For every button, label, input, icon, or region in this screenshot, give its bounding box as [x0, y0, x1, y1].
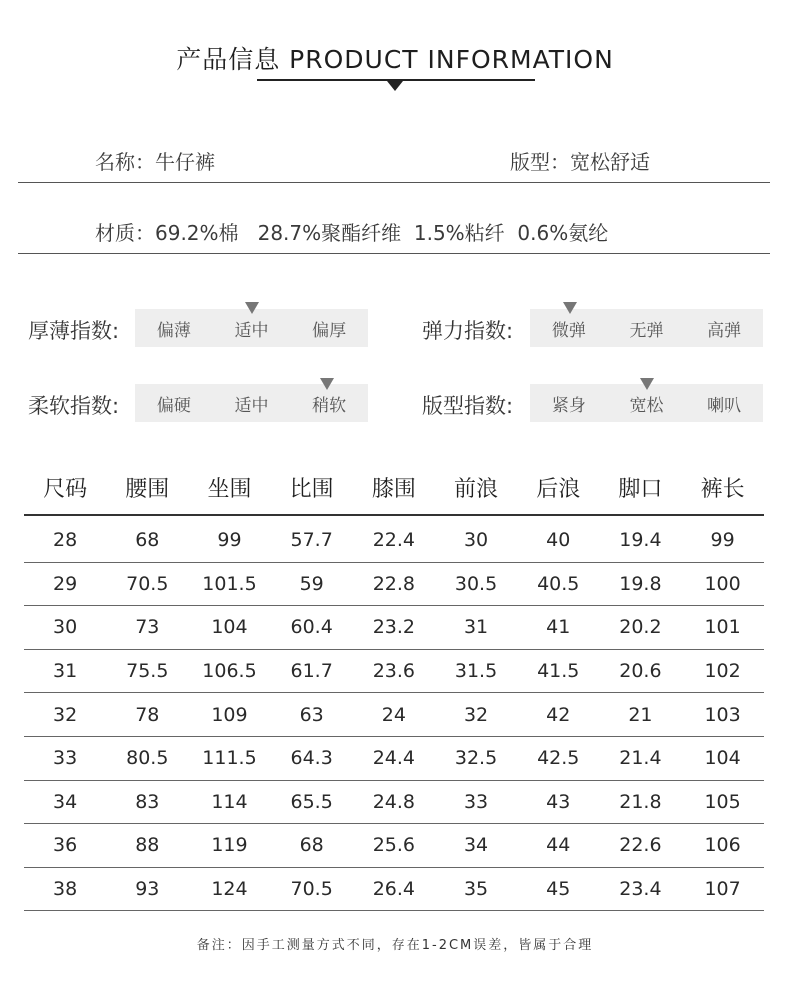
table-cell: 114: [211, 790, 248, 813]
table-cell: 30.5: [454, 572, 498, 595]
table-cell: 34: [463, 834, 489, 857]
title-pointer-icon: [387, 81, 403, 91]
softness-marker-icon: [320, 378, 334, 390]
table-cell: 124: [211, 878, 248, 901]
table-cell: 107: [704, 878, 741, 901]
table-cell: 31.5: [454, 660, 498, 683]
table-cell: 32.5: [454, 747, 498, 770]
scale-option: 偏薄: [156, 320, 191, 341]
product-fit: 版型：宽松舒适: [510, 150, 650, 174]
table-cell: 99: [217, 529, 242, 552]
column-header: 比围: [289, 477, 334, 502]
table-cell: 70.5: [126, 572, 169, 595]
table-cell: 68: [135, 529, 160, 552]
table-cell: 103: [704, 703, 741, 726]
table-cell: 42.5: [537, 747, 580, 770]
table-cell: 101: [704, 616, 741, 639]
table-cell: 64.3: [290, 747, 333, 770]
size-table-header: [24, 472, 764, 503]
scale-option: 宽松: [629, 395, 664, 416]
divider: [18, 253, 770, 254]
table-cell: 23.4: [619, 878, 662, 901]
divider: [18, 182, 770, 183]
scale-option: 紧身: [551, 395, 586, 416]
table-cell: 21.8: [619, 790, 662, 813]
scale-option: 无弹: [629, 320, 664, 341]
scale-option: 高弹: [707, 320, 742, 341]
column-header: 膝围: [371, 477, 416, 502]
scale-option: 适中: [234, 395, 269, 416]
table-cell: 30: [53, 616, 78, 639]
table-cell: 88: [135, 834, 160, 857]
table-cell: 33: [53, 747, 78, 770]
measurement-note: 备注：因手工测量方式不同，存在1-2CM误差，皆属于合理: [196, 938, 594, 953]
column-header: 前浪: [454, 477, 499, 502]
table-cell: 36: [53, 834, 78, 857]
table-cell: 42: [546, 703, 571, 726]
table-cell: 68: [299, 834, 324, 857]
table-top-rule: [24, 514, 764, 516]
table-cell: 60.4: [290, 616, 333, 639]
table-row: [24, 519, 764, 563]
table-cell: 38: [53, 878, 78, 901]
table-cell: 21.4: [619, 747, 662, 770]
table-cell: 31: [463, 616, 489, 639]
table-cell: 104: [704, 747, 741, 770]
table-cell: 57.7: [290, 529, 333, 552]
table-cell: 40.5: [537, 572, 580, 595]
scale-option: 微弹: [551, 320, 586, 341]
table-cell: 99: [710, 529, 735, 552]
table-cell: 65.5: [290, 790, 333, 813]
table-cell: 45: [546, 878, 571, 901]
thickness-scale: [135, 309, 368, 347]
table-cell: 26.4: [372, 878, 415, 901]
table-cell: 106.5: [202, 660, 257, 683]
table-cell: 41.5: [537, 660, 580, 683]
table-cell: 75.5: [126, 660, 169, 683]
table-cell: 34: [53, 790, 78, 813]
table-cell: 24.4: [372, 747, 415, 770]
table-cell: 100: [704, 572, 741, 595]
elasticity-scale: [530, 309, 763, 347]
table-cell: 21: [628, 703, 653, 726]
column-header: 尺码: [43, 477, 88, 502]
table-cell: 24: [381, 703, 406, 726]
table-cell: 63: [299, 703, 324, 726]
table-cell: 70.5: [290, 878, 333, 901]
table-cell: 35: [463, 878, 489, 901]
thickness-marker-icon: [245, 302, 259, 314]
section-title: 产品信息 PRODUCT INFORMATION: [176, 45, 614, 74]
table-row: [24, 737, 764, 781]
table-cell: 25.6: [372, 834, 415, 857]
product-material: 材质：69.2%棉 28.7%聚酯纤维 1.5%粘纤 0.6%氨纶: [95, 221, 609, 245]
column-header: 腰围: [125, 477, 170, 502]
table-cell: 40: [546, 529, 571, 552]
fit-marker-icon: [640, 378, 654, 390]
scale-option: 偏硬: [156, 395, 191, 416]
table-cell: 43: [546, 790, 571, 813]
table-cell: 83: [135, 790, 160, 813]
table-cell: 73: [135, 616, 160, 639]
softness-index-label: 柔软指数:: [28, 394, 120, 418]
table-cell: 111.5: [202, 747, 257, 770]
column-header: 后浪: [536, 477, 581, 502]
table-cell: 24.8: [372, 790, 415, 813]
table-cell: 32: [53, 703, 78, 726]
table-cell: 29: [53, 572, 78, 595]
table-cell: 20.2: [619, 616, 662, 639]
column-header: 坐围: [207, 477, 252, 502]
fit-index-label: 版型指数:: [422, 394, 514, 418]
scale-option: 稍软: [312, 395, 347, 416]
column-header: 裤长: [700, 477, 745, 502]
table-cell: 31: [53, 660, 78, 683]
table-cell: 28: [53, 529, 78, 552]
table-cell: 20.6: [619, 660, 662, 683]
scale-option: 喇叭: [707, 395, 742, 416]
table-cell: 78: [135, 703, 160, 726]
table-cell: 80.5: [126, 747, 169, 770]
thickness-index-label: 厚薄指数:: [28, 319, 120, 343]
table-cell: 33: [463, 790, 489, 813]
table-row: [24, 693, 764, 737]
table-cell: 93: [135, 878, 160, 901]
table-cell: 105: [704, 790, 741, 813]
table-cell: 22.4: [372, 529, 415, 552]
product-name: 名称：牛仔裤: [95, 150, 215, 174]
table-cell: 119: [211, 834, 248, 857]
table-row: [24, 781, 764, 825]
table-cell: 102: [704, 660, 741, 683]
table-cell: 61.7: [290, 660, 333, 683]
elasticity-index-label: 弹力指数:: [422, 319, 514, 343]
table-row: [24, 563, 764, 607]
table-cell: 106: [704, 834, 741, 857]
table-cell: 22.8: [372, 572, 415, 595]
scale-option: 适中: [234, 320, 269, 341]
table-row: [24, 868, 764, 912]
table-cell: 23.2: [372, 616, 415, 639]
table-cell: 22.6: [619, 834, 662, 857]
table-cell: 104: [211, 616, 248, 639]
table-row: [24, 606, 764, 650]
table-cell: 109: [211, 703, 248, 726]
elasticity-marker-icon: [563, 302, 577, 314]
table-cell: 44: [546, 834, 571, 857]
table-cell: 19.4: [619, 529, 662, 552]
table-cell: 101.5: [202, 572, 257, 595]
table-row: [24, 650, 764, 694]
table-cell: 59: [299, 572, 324, 595]
table-cell: 41: [546, 616, 571, 639]
table-cell: 30: [463, 529, 489, 552]
scale-option: 偏厚: [312, 320, 347, 341]
table-cell: 23.6: [372, 660, 415, 683]
table-row: [24, 824, 764, 868]
column-header: 脚口: [618, 477, 663, 502]
table-cell: 19.8: [619, 572, 662, 595]
table-cell: 32: [463, 703, 489, 726]
